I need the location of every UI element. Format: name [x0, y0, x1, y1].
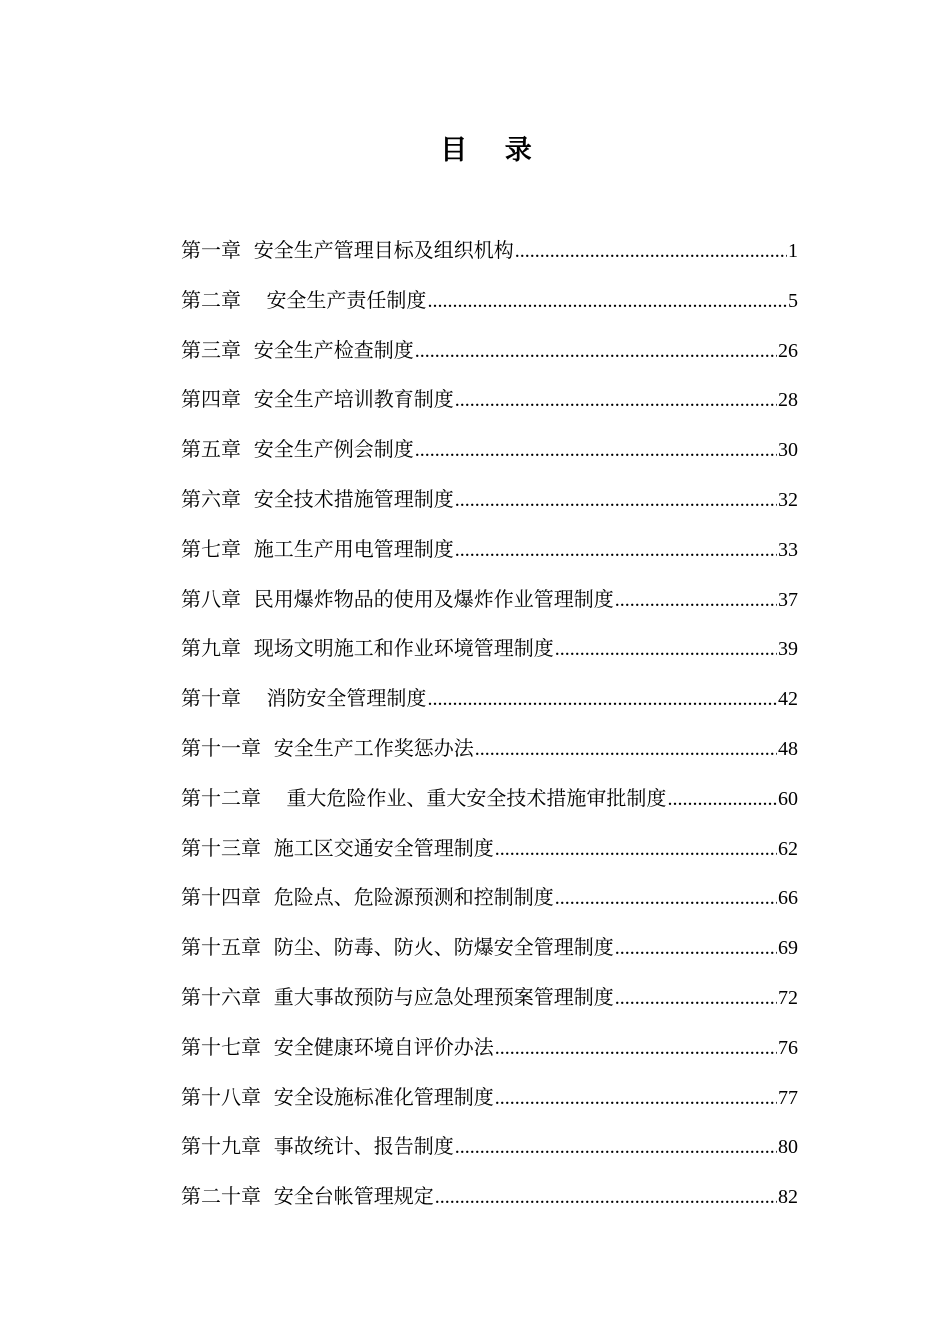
- toc-heading-text: 安全生产责任制度: [266, 287, 427, 312]
- toc-page-number: 39: [778, 638, 798, 661]
- toc-heading-text: 施工生产用电管理制度: [253, 536, 454, 561]
- toc-entry[interactable]: [181, 873, 798, 923]
- toc-entry[interactable]: [181, 774, 798, 824]
- toc-page-number: 80: [778, 1136, 798, 1159]
- toc-page-number: 82: [778, 1186, 798, 1209]
- toc-chapter-number: 第七章: [181, 536, 241, 561]
- toc-entry[interactable]: [181, 724, 798, 774]
- toc-heading-gap: [241, 437, 254, 461]
- toc-dot-leader: [455, 376, 777, 426]
- toc-chapter-number: 第十一章: [181, 735, 261, 760]
- toc-entry[interactable]: [181, 1023, 798, 1073]
- toc-chapter-heading: [261, 824, 494, 874]
- toc-chapter-number: 第二十章: [181, 1184, 261, 1209]
- toc-heading-gap: [261, 1085, 274, 1109]
- toc-heading-gap: [261, 885, 274, 909]
- toc-entry[interactable]: [181, 525, 798, 575]
- toc-heading-gap: [241, 587, 254, 611]
- toc-heading-text: 安全生产培训教育制度: [253, 387, 454, 412]
- toc-dot-leader: [427, 675, 777, 725]
- toc-heading-gap: [261, 1184, 274, 1208]
- toc-chapter-heading: [261, 923, 614, 973]
- toc-heading-text: 安全生产例会制度: [253, 437, 414, 462]
- toc-chapter-number: 第九章: [181, 636, 241, 661]
- toc-heading-text: 安全设施标准化管理制度: [273, 1084, 494, 1109]
- toc-chapter-number: 第十五章: [181, 935, 261, 960]
- toc-chapter-number: 第三章: [181, 337, 241, 362]
- toc-entry[interactable]: [181, 425, 798, 475]
- toc-heading-gap: [241, 288, 266, 312]
- toc-page-number: 66: [778, 887, 798, 910]
- toc-entry[interactable]: [181, 1122, 798, 1172]
- toc-entry[interactable]: [181, 973, 798, 1023]
- toc-chapter-heading: [261, 724, 474, 774]
- toc-heading-text: 安全生产工作奖惩办法: [273, 735, 474, 760]
- toc-dot-leader: [427, 277, 787, 327]
- toc-chapter-heading: [241, 475, 454, 525]
- toc-chapter-heading: [261, 1073, 494, 1123]
- toc-page-number: 69: [778, 937, 798, 960]
- toc-heading-gap: [261, 786, 286, 810]
- toc-chapter-number: 第二章: [181, 287, 241, 312]
- table-of-contents: [181, 226, 798, 1222]
- toc-heading-gap: [241, 387, 254, 411]
- toc-dot-leader: [415, 426, 777, 476]
- toc-entry[interactable]: [181, 226, 798, 276]
- toc-heading-text: 安全健康环境自评价办法: [273, 1034, 494, 1059]
- toc-dot-leader: [435, 1173, 777, 1223]
- toc-dot-leader: [667, 775, 777, 825]
- toc-chapter-heading: [241, 525, 454, 575]
- toc-page-number: 1: [788, 240, 798, 262]
- toc-heading-gap: [261, 836, 274, 860]
- toc-heading-text: 危险点、危险源预测和控制制度: [273, 885, 554, 910]
- toc-chapter-heading: [241, 425, 414, 475]
- toc-chapter-heading: [241, 624, 554, 674]
- toc-chapter-number: 第六章: [181, 486, 241, 511]
- toc-chapter-heading: [261, 774, 666, 824]
- toc-heading-gap: [261, 935, 274, 959]
- toc-entry[interactable]: [181, 923, 798, 973]
- toc-dot-leader: [515, 227, 787, 277]
- toc-dot-leader: [495, 825, 777, 875]
- toc-dot-leader: [615, 974, 777, 1024]
- toc-page-number: 60: [778, 787, 798, 810]
- toc-page-number: 37: [778, 588, 798, 611]
- toc-heading-gap: [241, 238, 254, 262]
- toc-heading-text: 重大事故预防与应急处理预案管理制度: [273, 984, 614, 1009]
- toc-page-number: 28: [778, 389, 798, 412]
- toc-chapter-number: 第十七章: [181, 1034, 261, 1059]
- toc-heading-gap: [261, 1134, 274, 1158]
- toc-chapter-number: 第十三章: [181, 835, 261, 860]
- toc-entry[interactable]: [181, 1073, 798, 1123]
- toc-chapter-number: 第十章: [181, 686, 241, 711]
- toc-heading-gap: [241, 686, 266, 710]
- toc-heading-text: 安全技术措施管理制度: [253, 486, 454, 511]
- toc-chapter-heading: [261, 973, 614, 1023]
- toc-heading-gap: [261, 985, 274, 1009]
- toc-chapter-number: 第八章: [181, 586, 241, 611]
- toc-entry[interactable]: [181, 276, 798, 326]
- toc-chapter-heading: [261, 1023, 494, 1073]
- toc-page-number: 48: [778, 737, 798, 760]
- toc-entry[interactable]: [181, 326, 798, 376]
- toc-heading-text: 事故统计、报告制度: [273, 1134, 454, 1159]
- toc-heading-text: 安全台帐管理规定: [273, 1184, 434, 1209]
- toc-entry[interactable]: [181, 674, 798, 724]
- toc-heading-gap: [241, 338, 254, 362]
- toc-dot-leader: [495, 1024, 777, 1074]
- toc-entry[interactable]: [181, 475, 798, 525]
- toc-page-number: 26: [778, 339, 798, 362]
- toc-heading-gap: [241, 487, 254, 511]
- toc-page-number: 76: [778, 1036, 798, 1059]
- toc-chapter-heading: [261, 873, 554, 923]
- toc-heading-text: 现场文明施工和作业环境管理制度: [253, 636, 554, 661]
- toc-chapter-heading: [241, 575, 614, 625]
- toc-chapter-heading: [261, 1122, 454, 1172]
- toc-dot-leader: [495, 1074, 777, 1124]
- toc-chapter-heading: [241, 674, 426, 724]
- toc-heading-text: 重大危险作业、重大安全技术措施审批制度: [286, 785, 667, 810]
- toc-entry[interactable]: [181, 1172, 798, 1222]
- toc-dot-leader: [455, 526, 777, 576]
- toc-chapter-heading: [261, 1172, 434, 1222]
- toc-heading-text: 民用爆炸物品的使用及爆炸作业管理制度: [253, 586, 614, 611]
- toc-dot-leader: [475, 725, 777, 775]
- toc-chapter-number: 第十六章: [181, 984, 261, 1009]
- toc-page-number: 5: [788, 289, 798, 312]
- toc-chapter-heading: [241, 375, 454, 425]
- toc-chapter-number: 第十四章: [181, 885, 261, 910]
- toc-dot-leader: [555, 625, 777, 675]
- toc-entry[interactable]: [181, 375, 798, 425]
- toc-chapter-number: 第十八章: [181, 1084, 261, 1109]
- toc-heading-text: 安全生产管理目标及组织机构: [253, 238, 514, 262]
- toc-entry[interactable]: [181, 624, 798, 674]
- toc-heading-gap: [241, 537, 254, 561]
- toc-chapter-number: 第十二章: [181, 785, 261, 810]
- toc-page-number: 32: [778, 488, 798, 511]
- toc-chapter-number: 第五章: [181, 437, 241, 462]
- toc-chapter-heading: [241, 276, 426, 326]
- toc-page-number: 72: [778, 986, 798, 1009]
- toc-heading-gap: [241, 636, 254, 660]
- toc-heading-gap: [261, 736, 274, 760]
- toc-chapter-number: 第四章: [181, 387, 241, 412]
- toc-page-number: 33: [778, 538, 798, 561]
- toc-dot-leader: [555, 874, 777, 924]
- toc-entry[interactable]: [181, 575, 798, 625]
- toc-chapter-heading: [241, 326, 414, 376]
- toc-heading-text: 安全生产检查制度: [253, 337, 414, 362]
- toc-chapter-number: 第一章: [181, 238, 241, 262]
- toc-heading-text: 施工区交通安全管理制度: [273, 835, 494, 860]
- toc-page-number: 77: [778, 1086, 798, 1109]
- toc-heading-gap: [261, 1035, 274, 1059]
- toc-title: 目 录: [440, 135, 546, 166]
- toc-dot-leader: [455, 1123, 777, 1173]
- toc-dot-leader: [415, 327, 777, 377]
- toc-chapter-number: 第十九章: [181, 1134, 261, 1159]
- toc-page-number: 62: [778, 837, 798, 860]
- toc-chapter-heading: [241, 226, 514, 276]
- toc-dot-leader: [615, 576, 777, 626]
- toc-entry[interactable]: [181, 824, 798, 874]
- toc-page-number: 30: [778, 439, 798, 462]
- toc-page-number: 42: [778, 688, 798, 711]
- toc-heading-text: 消防安全管理制度: [266, 686, 427, 711]
- toc-dot-leader: [615, 924, 777, 974]
- toc-dot-leader: [455, 476, 777, 526]
- toc-heading-text: 防尘、防毒、防火、防爆安全管理制度: [273, 935, 614, 960]
